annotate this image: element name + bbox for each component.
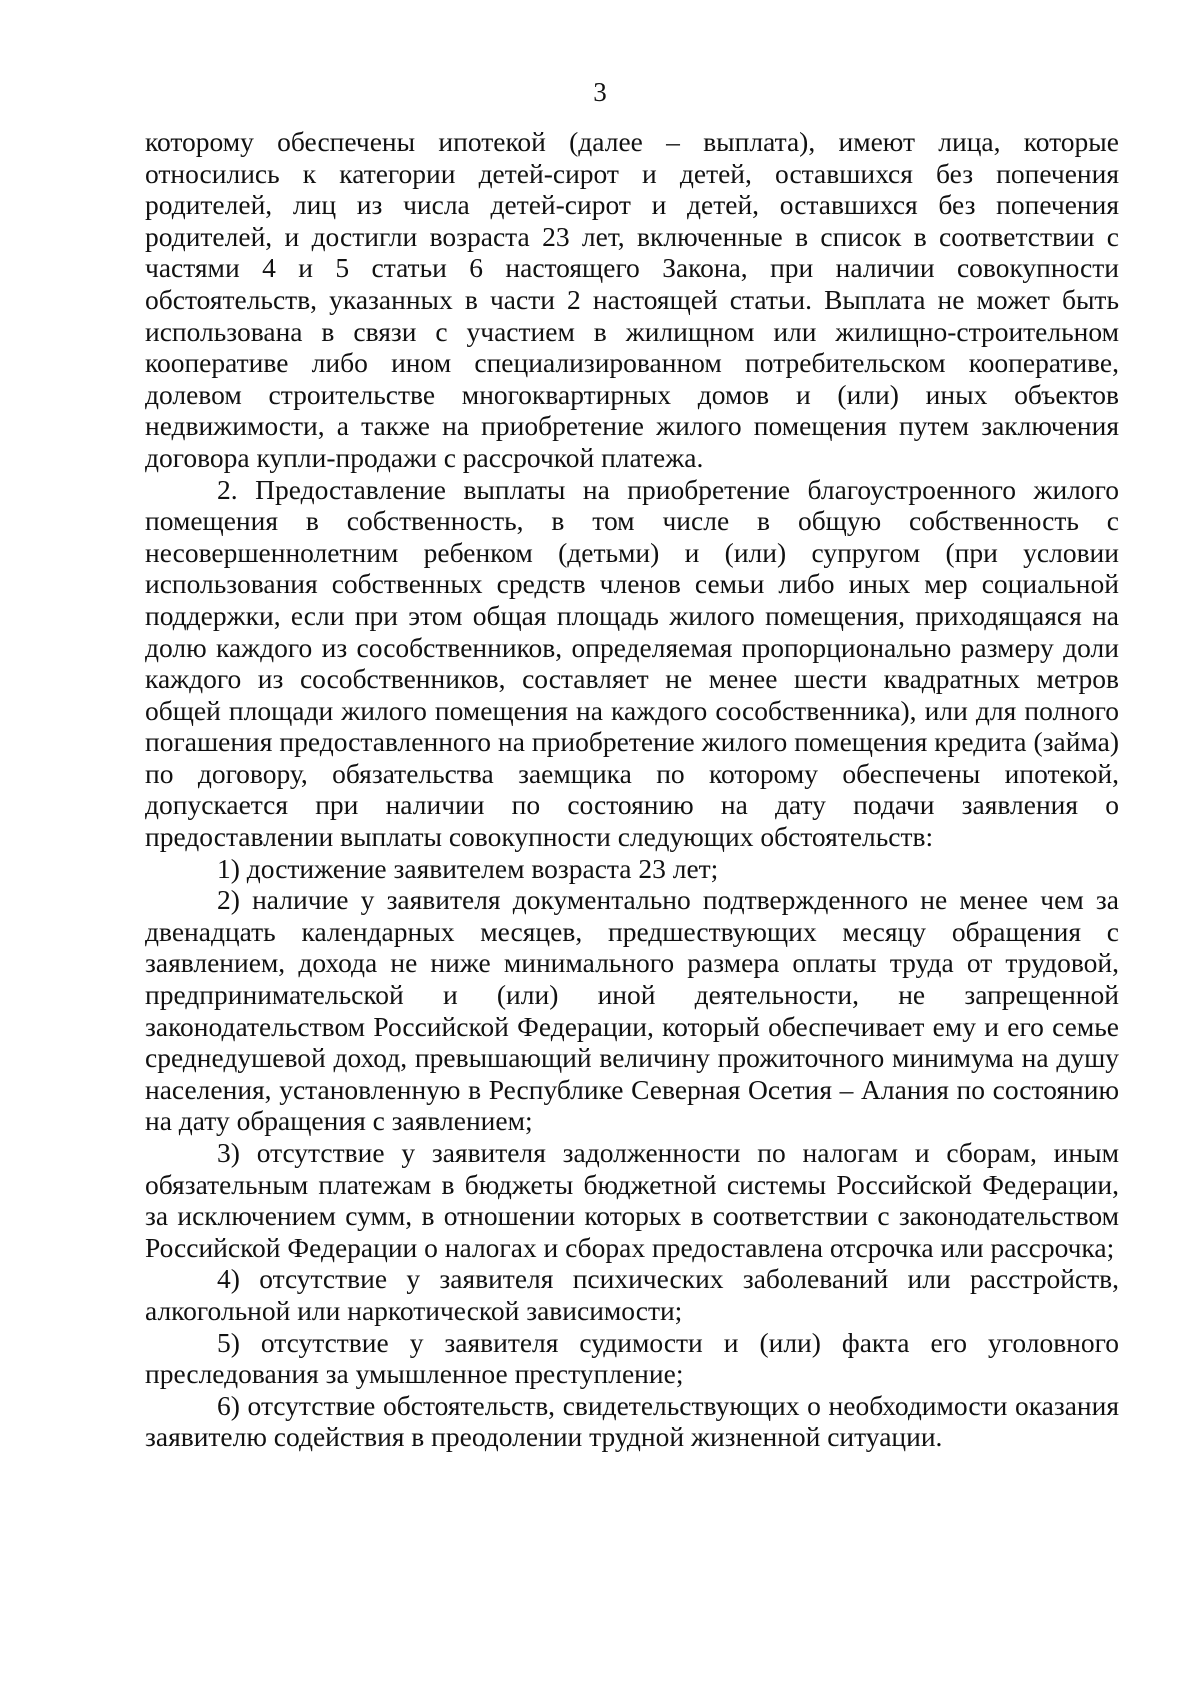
list-item-3: 3) отсутствие у заявителя задолженности по налогам и сборам, иным обязательным платежам в бюджеты бюджетной системы Российской Федерации, за исключением сумм, в отношении которых в соответствии с законодательством Российской Федерации о налогах и сборах предоставлена отсрочка или рассрочка; bbox=[145, 1137, 1119, 1263]
list-item-1: 1) достижение заявителем возраста 23 лет; bbox=[217, 852, 719, 884]
list-item-4: 4) отсутствие у заявителя психических заболеваний или расстройств, алкогольной или наркотической зависимости; bbox=[145, 1263, 1119, 1326]
list-item-6: 6) отсутствие обстоятельств, свидетельствующих о необходимости оказания заявителю содействия в преодолении трудной жизненной ситуации. bbox=[145, 1389, 1119, 1453]
page-number: 3 bbox=[593, 77, 607, 107]
paragraph-clause-2: 2. Предоставление выплаты на приобретение благоустроенного жилого помещения в собственность, в том числе в общую собственность с несовершеннолетним ребенком (детьми) и (или) супругом (при условии использования собственных средств членов семьи либо иных мер социальной поддержки, если при этом общая площадь жилого помещения, приходящаяся на долю каждого из сособственников, определяемая пропорционально размеру доли каждого из сособственников, составляет не менее шести квадратных метров общей площади жилого помещения на каждого сособственника), или для полного погашения предоставленного на приобретение жилого помещения кредита (займа) по договору, обязательства заемщика по которому обеспечены ипотекой, допускается при наличии по состоянию на дату подачи заявления о предоставлении выплаты совокупности следующих обстоятельств: bbox=[145, 473, 1119, 853]
paragraph-continuation: которому обеспечены ипотекой (далее – выплата), имеют лица, которые относились к категории детей-сирот и детей, оставшихся без попечения родителей, лиц из числа детей-сирот и детей, оставшихся без попечения родителей, и достигли возраста 23 лет, включенные в список в соответствии с частями 4 и 5 статьи 6 настоящего Закона, при наличии совокупности обстоятельств, указанных в части 2 настоящей статьи. Выплата не может быть использована в связи с участием в жилищном или жилищно-строительном кооперативе либо ином специализированном потребительском кооперативе, долевом строительстве многоквартирных домов и (или) иных объектов недвижимости, а также на приобретение жилого помещения путем заключения договора купли-продажи с рассрочкой платежа. bbox=[145, 126, 1119, 473]
list-item-2: 2) наличие у заявителя документально подтвержденного не менее чем за двенадцать календарных месяцев, предшествующих месяцу обращения с заявлением, дохода не ниже минимального размера оплаты труда от трудовой, предпринимательской и (или) иной деятельности, не запрещенной законодательством Российской Федерации, который обеспечивает ему и его семье среднедушевой доход, превышающий величину прожиточного минимума на душу населения, установленную в Республике Северная Осетия – Алания по состоянию на дату обращения с заявлением; bbox=[145, 884, 1119, 1137]
document-body bbox=[145, 126, 1119, 1453]
list-item-5: 5) отсутствие у заявителя судимости и (или) факта его уголовного преследования за умышленное преступление; bbox=[145, 1326, 1119, 1390]
